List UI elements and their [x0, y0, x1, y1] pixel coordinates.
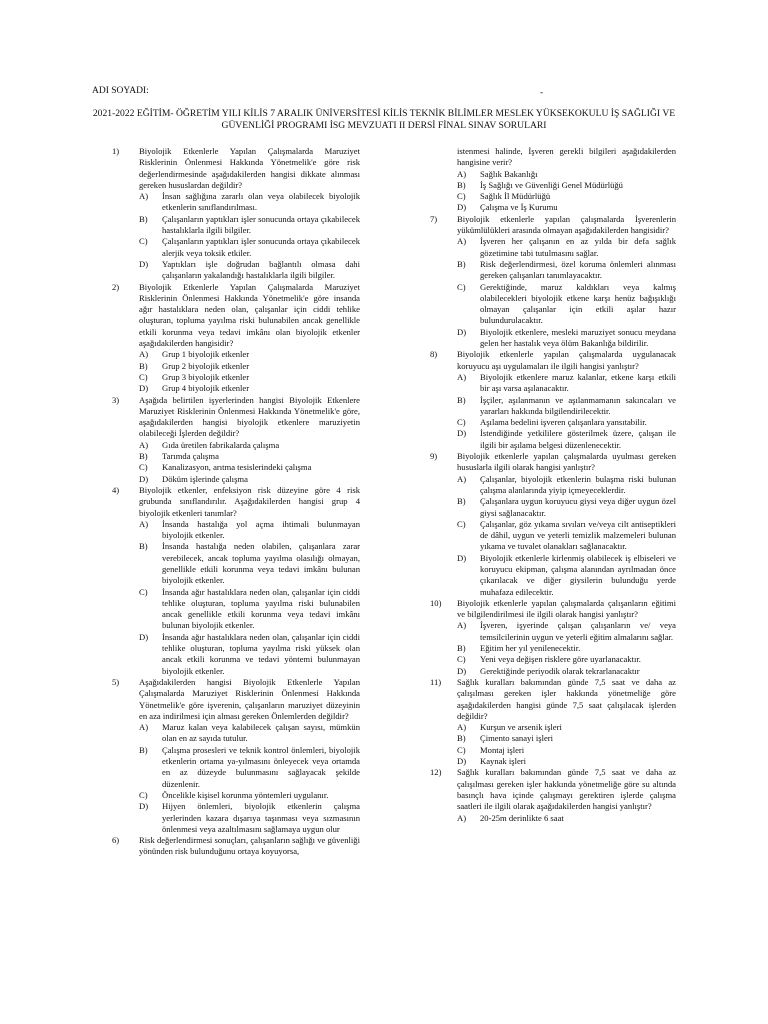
question-text: Biyolojik etkenlerle yapılan çalışmalarda çalışanların eğitimi ve bilgilendirilmesi ile ilgili olarak hangisi yanlıştır?: [457, 597, 676, 620]
question-stem: [430, 214, 676, 237]
option-letter: C): [457, 281, 466, 292]
question-item: [430, 214, 676, 350]
option-text: Sağlık Bakanlığı: [480, 168, 538, 179]
answer-option: [112, 587, 360, 632]
answer-option: [430, 236, 676, 259]
answer-option: [112, 745, 360, 790]
option-letter: D): [457, 665, 467, 676]
question-text: Biyolojik etkenlerle yapılan çalışmalarda uyulması gereken hususlarla ilgili olarak hangisi yanlıştır?: [457, 451, 676, 473]
option-text: Risk değerlendirmesi, özel koruma önlemleri alınması gereken çalışanları tanımlayacaktır.: [480, 258, 676, 281]
answer-option: [430, 666, 676, 677]
answer-option: [430, 282, 676, 327]
answer-option: [430, 813, 676, 824]
question-item: [430, 349, 676, 451]
option-text: Döküm işlerinde çalışma: [162, 473, 248, 484]
answer-option: [430, 722, 676, 733]
option-letter: D): [457, 202, 467, 213]
option-text: Tarımda çalışma: [162, 451, 219, 462]
question-stem: [112, 282, 360, 350]
question-item: [430, 767, 676, 823]
answer-option: [430, 417, 676, 428]
question-item: [112, 146, 360, 282]
option-text: Grup 2 biyolojik etkenler: [162, 360, 250, 371]
option-text: Biyolojik etkenlere maruz kalanlar, etkene karşı etkili bir aşı varsa aşılanacaktır.: [480, 371, 676, 394]
question-number: 9): [430, 451, 438, 462]
answer-option: [112, 259, 360, 282]
option-text: Aşılama bedelini işveren çalışanlara yansıtabilir.: [480, 417, 647, 428]
option-text: Gerektiğinde, maruz kaldıkları veya kalmış olabilecekleri biyolojik etkene karşı henüz bağışıklığı olmayan çalışanlar için etkili aşılar hazır bulundurulacaktır.: [480, 281, 676, 326]
option-text: Grup 1 biyolojik etkenler: [162, 349, 250, 360]
question-text: istenmesi halinde, İşveren gerekli bilgileri aşağıdakilerden hangisine verir?: [457, 146, 676, 168]
option-text: Maruz kalan veya kalabilecek çalışan sayısı, mümkün olan en az sayıda tutulur.: [162, 722, 360, 744]
question-stem: [112, 677, 360, 722]
answer-option: [430, 643, 676, 654]
question-text: Aşağıda belirtilen işyerlerinden hangisi Biyolojik Etkenlere Maruziyet Risklerinin Önlenmesi Hakkında Yönetmelik'e göre, aşağıdakilerden hangisi biyolojik etkenlere maruziyetin olabileceği İşlerden değildir?: [139, 394, 360, 439]
question-text: Risk değerlendirmesi sonuçları, çalışanların sağlığı ve güvenliği yönünden risk bulunduğunu ortaya koyuyorsa,: [139, 835, 360, 857]
answer-option: [112, 451, 360, 462]
question-stem: [430, 767, 676, 812]
option-letter: B): [457, 258, 466, 269]
question-number: 10): [430, 597, 442, 608]
answer-option: [430, 756, 676, 767]
question-number: 5): [112, 676, 120, 687]
answer-option: [430, 474, 676, 497]
option-letter: C): [139, 371, 148, 382]
option-letter: A): [139, 349, 149, 360]
answer-option: [112, 383, 360, 394]
option-letter: A): [139, 439, 149, 450]
question-number: 11): [430, 676, 442, 687]
option-letter: C): [139, 462, 148, 473]
option-text: Montaj işleri: [480, 744, 525, 755]
question-item: [112, 395, 360, 485]
option-text: Hijyen önlemleri, biyolojik etkenlerin çalışma yerlerinden kazara dışarıya taşınması veya sızmasının önlenmesi veya azaltılmasını sağlamaya uygun olur: [162, 801, 360, 834]
option-text: Gıda üretilen fabrikalarda çalışma: [162, 439, 280, 450]
option-text: Çalışanlar, biyolojik etkenlerin bulaşma riski bulunan çalışma alanlarında yiyip içmeyeceklerdir.: [480, 473, 676, 495]
answer-option: [430, 372, 676, 395]
option-letter: D): [139, 631, 149, 642]
answer-option: [112, 214, 360, 237]
option-letter: A): [139, 722, 149, 733]
question-text: Biyolojik etkenler, enfeksiyon risk düzeyine göre 4 risk grubunda sınıflandırılır. Aşağıdakilerden hangisi grup 4 biyolojik etkenleri tanımlar?: [139, 484, 360, 518]
option-letter: A): [139, 191, 149, 202]
option-letter: B): [139, 213, 148, 224]
answer-option: [430, 180, 676, 191]
option-text: Çalışanlar, göz yıkama sıvıları ve/veya cilt antiseptikleri de dâhil, uygun ve yeterli temizlik malzemeleri bulunan yıkama ve tuvalet olanakları sağlanacaktır.: [480, 518, 676, 552]
answer-option: [112, 372, 360, 383]
option-text: Grup 4 biyolojik etkenler: [162, 383, 250, 394]
option-text: İnsanda hastalığa yol açma ihtimali bulunmayan biyolojik etkenler.: [162, 518, 360, 541]
option-letter: C): [457, 191, 466, 202]
option-letter: A): [457, 168, 467, 179]
option-text: İstendiğinde yetkililere gösterilmek üzere, çalışan ile ilgili bir aşılama belgesi düzenlenecektir.: [480, 428, 676, 450]
left-question-column: [112, 146, 360, 858]
answer-option: [112, 361, 360, 372]
question-number: 4): [112, 484, 120, 495]
answer-option: [430, 202, 676, 213]
option-text: Biyolojik etkenlere, mesleki maruziyet sonucu meydana gelen her hastalık veya ölüm Bakanlığa bildirilir.: [480, 326, 676, 349]
option-text: Çalışanların yaptıkları işler sonucunda ortaya çıkabilecek alerjik veya toksik etkiler.: [162, 236, 360, 258]
option-text: Yeni veya değişen risklere göre uyarlanacaktır.: [480, 654, 641, 665]
question-stem: [112, 485, 360, 519]
option-text: Gerektiğinde periyodik olarak tekrarlanacaktır: [480, 665, 640, 676]
question-item: [112, 835, 360, 858]
option-text: Kanalizasyon, arıtma tesislerindeki çalışma: [162, 462, 312, 473]
exam-title: 2021-2022 EĞİTİM- ÖĞRETİM YILI KİLİS 7 ARALIK ÜNİVERSİTESİ KİLİS TEKNİK BİLİMLER MESLEK YÜKSEKOKULU İŞ SAĞLIĞI VE GÜVENLİĞİ PROGRAMI İSG MEVZUATI II DERSİ FİNAL SINAV SORULARI: [92, 108, 676, 131]
question-item: [430, 677, 676, 767]
answer-option: [112, 790, 360, 801]
right-question-column: [430, 146, 676, 824]
question-number: 6): [112, 835, 120, 846]
answer-option: [430, 428, 676, 451]
option-letter: D): [457, 552, 467, 563]
question-item: [112, 282, 360, 395]
question-stem: [430, 598, 676, 621]
option-letter: D): [139, 258, 149, 269]
answer-option: [112, 474, 360, 485]
answer-option: [430, 327, 676, 350]
answer-option: [112, 541, 360, 586]
question-item: [112, 485, 360, 677]
question-item: [430, 146, 676, 214]
question-number: 12): [430, 767, 442, 778]
question-stem: [112, 835, 360, 858]
option-letter: C): [457, 744, 466, 755]
option-text: Çalışanlara uygun koruyucu giysi veya diğer uygun özel giysi sağlanacaktır.: [480, 496, 676, 518]
answer-option: [430, 496, 676, 519]
option-letter: C): [457, 654, 466, 665]
answer-option: [430, 259, 676, 282]
answer-option: [112, 519, 360, 542]
option-letter: B): [457, 643, 466, 654]
question-stem: [430, 451, 676, 474]
question-item: [112, 677, 360, 835]
option-letter: A): [139, 518, 149, 529]
option-letter: A): [457, 812, 467, 823]
answer-option: [112, 236, 360, 259]
option-text: İşçiler, aşılanmanın ve aşılanmamanın sakıncaları ve yararları hakkında bilgilendirilecektir.: [480, 394, 676, 416]
option-letter: A): [457, 236, 467, 247]
question-text: Sağlık kuralları bakımından günde 7,5 saat ve daha az çalışılması gereken işler hakkında yönetmeliğe göre aşağıdakilerden hangisi günde 7,5 saat çalışılacak işlerden değildir?: [457, 676, 676, 721]
option-letter: C): [139, 789, 148, 800]
answer-option: [112, 632, 360, 677]
option-text: İşveren her çalışanın en az yılda bir defa sağlık gözetimine tabi tutulmasını sağlar.: [480, 236, 676, 258]
option-text: Çalışma prosesleri ve teknik kontrol önlemleri, biyolojik etkenlerin ortama ya-yılmasını önleyecek veya ortamda en az düzeyde bulunmasını sağlayacak şekilde düzenlenir.: [162, 744, 360, 789]
question-stem: [430, 349, 676, 372]
option-text: İnsan sağlığına zararlı olan veya olabilecek biyolojik etkenlerin sınıflandırılması.: [162, 191, 360, 213]
answer-option: [430, 395, 676, 418]
option-letter: A): [457, 473, 467, 484]
answer-option: [112, 191, 360, 214]
option-letter: A): [457, 620, 467, 631]
question-text: Aşağıdakilerden hangisi Biyolojik Etkenlerle Yapılan Çalışmalarda Maruziyet Risklerinin Önlenmesi Hakkında Yönetmelik'e göre işverenin, çalışanların maruziyet düzeyinin en aza indirilmesi için alması gereken Önlemlerden değildir?: [139, 676, 360, 721]
question-text: Biyolojik etkenlerle yapılan çalışmalarda İşverenlerin yükümlülükleri arasında olmayan aşağıdakilerden hangisidir?: [457, 213, 676, 236]
answer-option: [112, 440, 360, 451]
question-number: 2): [112, 281, 120, 292]
question-number: 7): [430, 213, 438, 224]
question-text: Biyolojik Etkenlerle Yapılan Çalışmalarda Maruziyet Risklerinin Önlenmesi Hakkında Yönetmelik'e göre insanda ağır hastalıklara neden olan, çalışanlar için ciddi tehlike oluşturan, topluma yayılma riski bulunabilen ancak genellikle etkili korunma veya tedavi imkânı olan biyolojik etkenler aşağıdakilerden hangisidir?: [139, 281, 360, 349]
option-letter: D): [139, 383, 149, 394]
question-stem: [430, 146, 676, 169]
question-item: [430, 451, 676, 598]
name-label: ADI SOYADI:: [92, 86, 149, 96]
option-letter: C): [139, 236, 148, 247]
option-letter: B): [457, 179, 466, 190]
answer-option: [112, 462, 360, 473]
option-text: İnsanda hastalığa neden olabilen, çalışanlara zarar verebilecek, ancak topluma yayılma olasılığı olmayan, genellikle etkili korunma veya tedavi imkânı bulunan biyolojik etkenler.: [162, 541, 360, 586]
option-text: Eğitim her yıl yenilenecektir.: [480, 643, 581, 654]
option-text: Yaptıkları işle doğrudan bağlantılı olmasa dahi çalışanların yakalandığı hastalıklarla ilgili bilgiler.: [162, 258, 360, 281]
option-text: İş Sağlığı ve Güvenliği Genel Müdürlüğü: [480, 179, 623, 190]
answer-option: [430, 654, 676, 665]
option-text: Çalışanların yaptıkları işler sonucunda ortaya çıkabilecek hastalıklarla ilgili bilgiler.: [162, 213, 360, 236]
option-letter: B): [139, 451, 148, 462]
option-letter: D): [139, 473, 149, 484]
option-letter: B): [139, 541, 148, 552]
question-number: 8): [430, 349, 438, 360]
option-letter: B): [457, 733, 466, 744]
question-text: Sağlık kuralları bakımından günde 7,5 saat ve daha az çalışılması gereken işler hakkında yönetmeliğe göre su altında basınçlı hava içinde çalışmayı gerektiren işlerde çalışma saatleri ile ilgili olarak aşağıdakilerden hangisi yanlıştır?: [457, 767, 676, 812]
answer-option: [112, 722, 360, 745]
answer-option: [112, 349, 360, 360]
question-number: 1): [112, 146, 120, 156]
answer-option: [430, 620, 676, 643]
question-item: [430, 598, 676, 677]
answer-option: [430, 191, 676, 202]
option-text: Çimento sanayi işleri: [480, 733, 554, 744]
option-text: Grup 3 biyolojik etkenler: [162, 371, 250, 382]
option-letter: B): [139, 360, 148, 371]
option-text: İşveren, işyerinde çalışan çalışanların ve/ veya temsilcilerinin uygun ve yeterli eğitim almalarını sağlar.: [480, 620, 676, 642]
answer-option: [112, 801, 360, 835]
question-number: [430, 146, 457, 169]
answer-option: [430, 733, 676, 744]
question-stem: [430, 677, 676, 722]
answer-option: [430, 519, 676, 553]
option-text: Öncelikle kişisel korunma yöntemleri uygulanır.: [162, 789, 329, 800]
name-blank-mark: -: [540, 88, 544, 98]
option-letter: D): [457, 326, 467, 337]
question-text: Biyolojik etkenlerle yapılan çalışmalarda uygulanacak koruyucu aşı uygulamaları ile ilgili hangisi yanlıştır?: [457, 349, 676, 371]
option-text: Kaynak işleri: [480, 756, 527, 767]
option-text: Sağlık İl Müdürlüğü: [480, 191, 551, 202]
option-letter: B): [457, 394, 466, 405]
option-letter: D): [457, 428, 467, 439]
option-text: 20-25m derinlikte 6 saat: [480, 812, 564, 823]
option-text: Çalışma ve İş Kurumu: [480, 202, 558, 213]
option-letter: A): [457, 722, 467, 733]
option-letter: C): [139, 586, 148, 597]
option-text: Biyolojik etkenlerle kirlenmiş olabilecek iş elbiseleri ve koruyucu ekipman, çalışma alanından ayrılmadan önce çıkarılacak ve diğer giysilerin bulunduğu yerde muhafaza edilecektir.: [480, 552, 676, 597]
option-text: Kurşun ve arsenik işleri: [480, 722, 562, 733]
option-text: İnsanda ağır hastalıklara neden olan, çalışanlar için ciddi tehlike oluşturan, topluma yayılma riski bulunabilen ancak genellikle etkili korunma veya tedavi imkânı bulunan biyolojik etkenler.: [162, 586, 360, 631]
question-number: 3): [112, 394, 120, 405]
option-letter: B): [457, 496, 466, 507]
question-text: Biyolojik Etkenlerle Yapılan Çalışmalarda Maruziyet Risklerinin Önlenmesi Hakkında Yönetmelik'e göre risk değerlendirmesinde aşağıdakilerden hangisi dikkate alınması gereken hususlardan değildir?: [139, 146, 360, 190]
option-letter: D): [139, 801, 149, 812]
answer-option: [430, 553, 676, 598]
question-stem: [112, 395, 360, 440]
option-letter: D): [457, 756, 467, 767]
option-letter: B): [139, 744, 148, 755]
answer-option: [430, 169, 676, 180]
question-stem: [112, 146, 360, 191]
option-letter: C): [457, 518, 466, 529]
option-letter: A): [457, 371, 467, 382]
option-letter: C): [457, 417, 466, 428]
option-text: İnsanda ağır hastalıklara neden olan, çalışanlar için ciddi tehlike oluşturan, topluma yayılma riski yüksek olan ancak etkili korunma ve tedavi yöntemi bulunmayan biyolojik etkenler.: [162, 631, 360, 676]
answer-option: [430, 745, 676, 756]
